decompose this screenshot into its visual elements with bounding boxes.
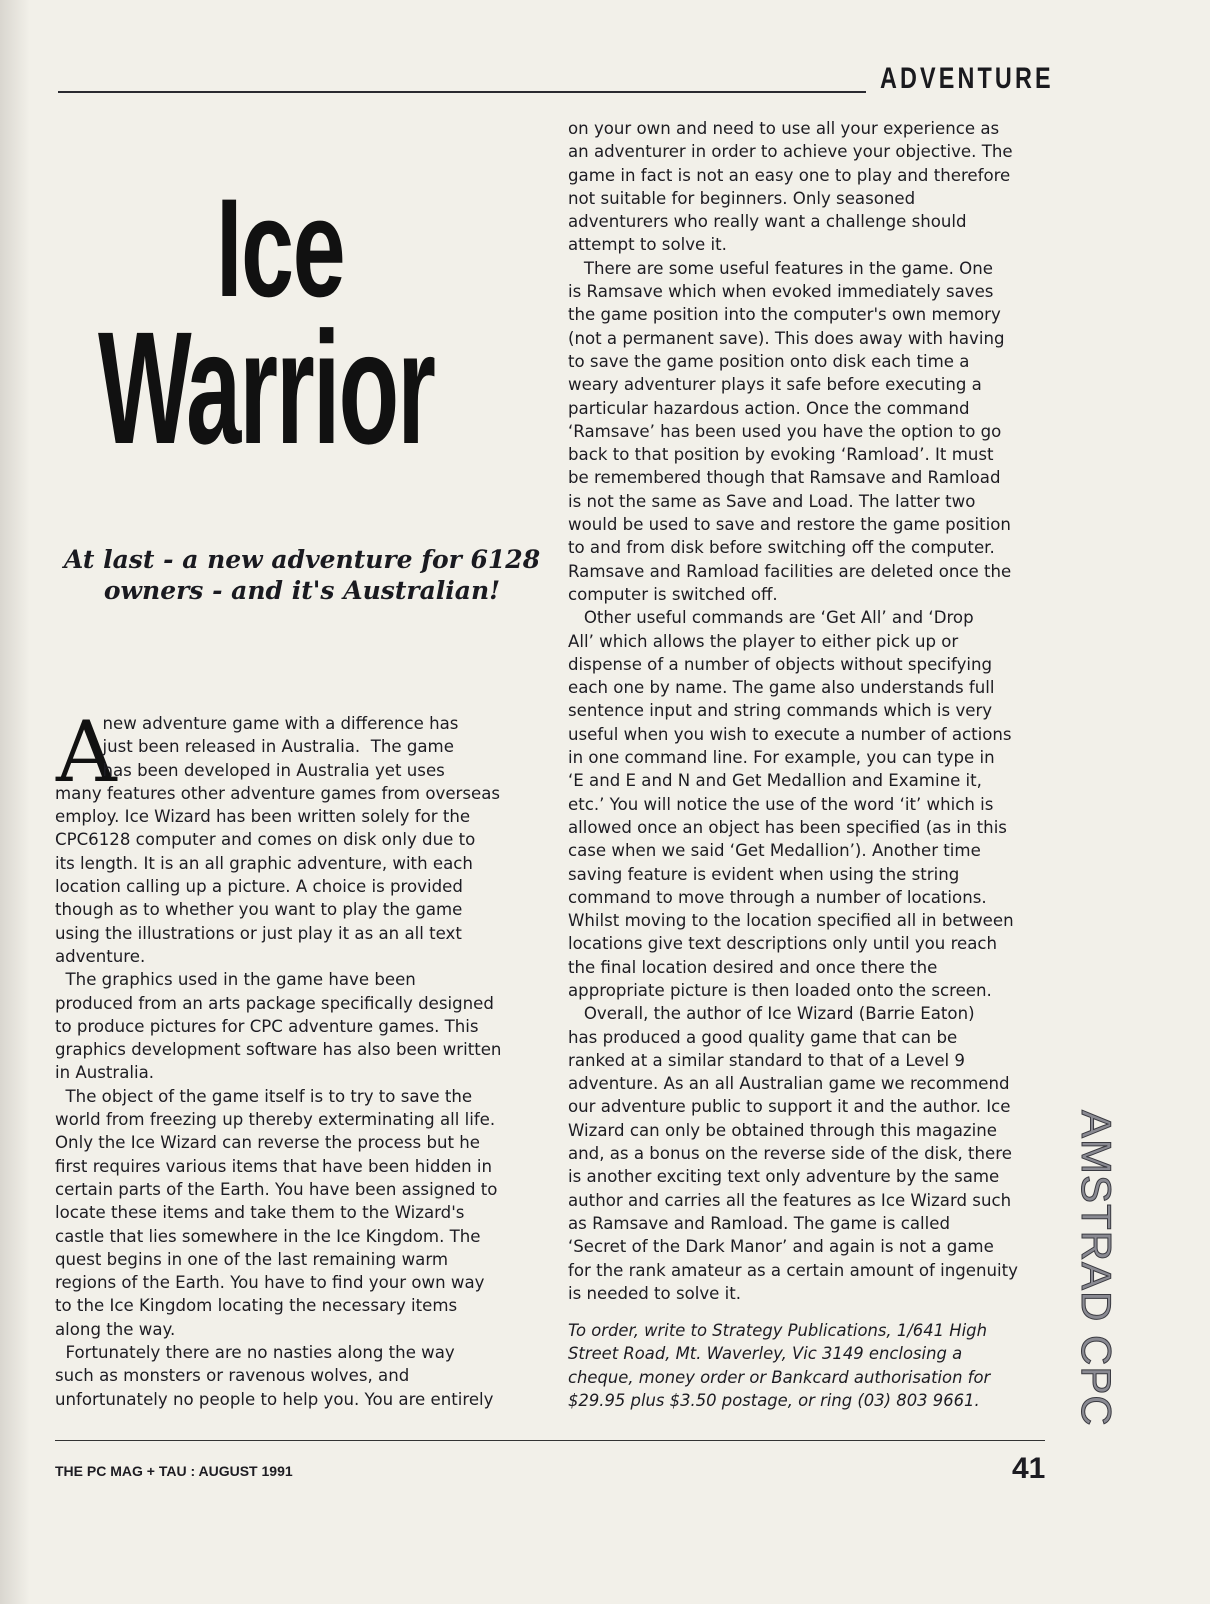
text-line: Other useful commands are ‘Get All’ and ‘Drop — [568, 608, 974, 628]
page-number: 41 — [1012, 1452, 1046, 1485]
text-line: appropriate picture is then loaded onto the screen. — [568, 980, 992, 1000]
text-line: All’ which allows the player to either pick up or — [568, 631, 959, 651]
text-line: adventurers who really want a challenge should — [568, 212, 967, 232]
text-line: To order, write to Strategy Publications, 1/641 High — [568, 1321, 987, 1340]
text-line: to produce pictures for CPC adventure games. This — [55, 1016, 479, 1036]
text-line: many features other adventure games from overseas — [55, 783, 501, 803]
text-line: on your own and need to use all your experience as — [568, 119, 1000, 138]
footer-rule — [55, 1440, 1045, 1441]
text-line: command to move through a number of locations. — [568, 887, 987, 907]
text-line: Overall, the author of Ice Wizard (Barrie Eaton) — [568, 1004, 975, 1024]
text-line: is needed to solve it. — [568, 1283, 742, 1303]
text-line: ‘Secret of the Dark Manor’ and again is not a game — [568, 1237, 994, 1257]
text-line: castle that lies somewhere in the Ice Kingdom. The — [55, 1226, 481, 1246]
text-line: certain parts of the Earth. You have been assigned to — [55, 1179, 498, 1199]
section-heading: ADVENTURE — [880, 62, 1054, 95]
text-line: Ramsave and Ramload facilities are deleted once the — [568, 561, 1012, 581]
text-line: Only the Ice Wizard can reverse the process but he — [55, 1133, 480, 1153]
text-line: Whilst moving to the location specified all in between — [568, 911, 1014, 931]
text-line: etc.’ You will notice the use of the word ‘it’ which is — [568, 794, 994, 814]
text-line: to the Ice Kingdom locating the necessary items — [55, 1296, 458, 1316]
text-line: first requires various items that have been hidden in — [55, 1156, 493, 1176]
text-line: allowed once an object has been specified (as in this — [568, 817, 1007, 837]
text-line: along the way. — [55, 1319, 176, 1339]
text-line: in one command line. For example, you can type in — [568, 748, 995, 768]
text-line: for the rank amateur as a certain amount of ingenuity — [568, 1260, 1018, 1280]
text-line: such as monsters or ravenous wolves, and — [55, 1366, 410, 1386]
text-line: regions of the Earth. You have to find your own way — [55, 1273, 485, 1293]
sidebar-label: AMSTRAD CPC — [1073, 1110, 1120, 1427]
order-info — [568, 1319, 990, 1412]
text-line: cheque, money order or Bankcard authorisation for — [568, 1367, 991, 1387]
page-gutter-shadow — [0, 0, 30, 1604]
article-subtitle: At last - a new adventure for 6128 owners - and it's Australian! — [63, 545, 541, 605]
text-line: $29.95 plus $3.50 postage, or ring (03) 803 9661. — [568, 1390, 980, 1410]
text-line: The object of the game itself is to try to save the — [55, 1086, 473, 1106]
header-rule — [58, 91, 866, 93]
text-line: our adventure public to support it and the author. Ice — [568, 1097, 1011, 1117]
text-line: The graphics used in the game have been — [55, 970, 416, 990]
text-line: adventure. — [55, 946, 146, 966]
text-line: each one by name. The game also understands full — [568, 678, 995, 698]
text-line: location calling up a picture. A choice is provided — [55, 877, 463, 897]
text-line: would be used to save and restore the game position — [568, 515, 1011, 535]
text-line: CPC6128 computer and comes on disk only due to — [55, 830, 476, 850]
text-line: useful when you wish to execute a number of actions — [568, 724, 1012, 744]
text-line: the game position into the computer's own memory — [568, 305, 1001, 325]
text-line: saving feature is evident when using the string — [568, 864, 960, 884]
text-line: is Ramsave which when evoked immediately saves — [568, 282, 994, 302]
text-line: using the illustrations or just play it as an all text — [55, 923, 462, 943]
text-line: Fortunately there are no nasties along the way — [55, 1343, 455, 1363]
text-line: is not the same as Save and Load. The latter two — [568, 491, 976, 511]
text-line: its length. It is an all graphic adventure, with each — [55, 853, 473, 873]
text-line: unfortunately no people to help you. You are entirely — [55, 1389, 494, 1409]
text-line: has been developed in Australia yet uses — [55, 760, 445, 780]
text-line: and, as a bonus on the reverse side of the disk, there — [568, 1144, 1012, 1164]
text-line: world from freezing up thereby exterminating all life. — [55, 1110, 496, 1130]
text-line: is another exciting text only adventure by the same — [568, 1167, 1000, 1187]
text-line: case when we said ‘Get Medallion’). Another time — [568, 841, 981, 861]
text-line: author and carries all the features as Ice Wizard such — [568, 1190, 1012, 1210]
text-line: dispense of a number of objects without specifying — [568, 654, 993, 674]
text-line: be remembered though that Ramsave and Ramload — [568, 468, 1001, 488]
text-line: graphics development software has also been written — [55, 1040, 502, 1060]
text-line: ‘Ramsave’ has been used you have the option to go — [568, 421, 1002, 441]
text-line: just been released in Australia. The game — [55, 737, 454, 757]
text-line: ranked at a similar standard to that of a Level 9 — [568, 1050, 965, 1070]
text-line: the final location desired and once there the — [568, 957, 938, 977]
text-line: in Australia. — [55, 1063, 155, 1083]
text-line: produced from an arts package specifically designed — [55, 993, 494, 1013]
text-line: new adventure game with a difference has — [55, 714, 459, 733]
text-line: back to that position by evoking ‘Ramload’. It must — [568, 445, 994, 465]
text-line: ‘E and E and N and Get Medallion and Examine it, — [568, 771, 982, 791]
text-line: employ. Ice Wizard has been written solely for the — [55, 807, 471, 827]
text-line: game in fact is not an easy one to play and therefore — [568, 165, 1011, 185]
text-line: weary adventurer plays it safe before executing a — [568, 375, 982, 395]
article-title-line-1: Ice — [216, 169, 345, 326]
text-line: attempt to solve it. — [568, 235, 727, 255]
footer-publication: THE PC MAG + TAU : AUGUST 1991 — [55, 1463, 293, 1479]
text-line: an adventurer in order to achieve your objective. The — [568, 142, 1013, 162]
text-line: as Ramsave and Ramload. The game is called — [568, 1213, 950, 1233]
text-line: particular hazardous action. Once the command — [568, 398, 970, 418]
text-line: sentence input and string commands which is very — [568, 701, 993, 721]
text-line: adventure. As an all Australian game we recommend — [568, 1074, 1010, 1094]
text-line: (not a permanent save). This does away with having — [568, 328, 1005, 348]
text-line: There are some useful features in the game. One — [568, 258, 993, 278]
text-line: not suitable for beginners. Only seasoned — [568, 188, 916, 208]
text-line: Wizard can only be obtained through this magazine — [568, 1120, 997, 1140]
text-line: though as to whether you want to play the game — [55, 900, 463, 920]
article-title-line-2: Warrior — [98, 298, 435, 477]
text-line: to and from disk before switching off the computer. — [568, 538, 995, 558]
text-line: has produced a good quality game that can be — [568, 1027, 958, 1047]
text-line: to save the game position onto disk each time a — [568, 351, 970, 371]
text-line: quest begins in one of the last remaining warm — [55, 1249, 449, 1269]
text-line: locations give text descriptions only until you reach — [568, 934, 998, 954]
text-line: computer is switched off. — [568, 584, 778, 604]
right-column — [568, 117, 1018, 1305]
text-line: locate these items and take them to the Wizard's — [55, 1203, 465, 1223]
text-line: Street Road, Mt. Waverley, Vic 3149 enclosing a — [568, 1344, 963, 1364]
drop-cap: A — [56, 703, 117, 801]
left-column — [55, 703, 502, 1411]
